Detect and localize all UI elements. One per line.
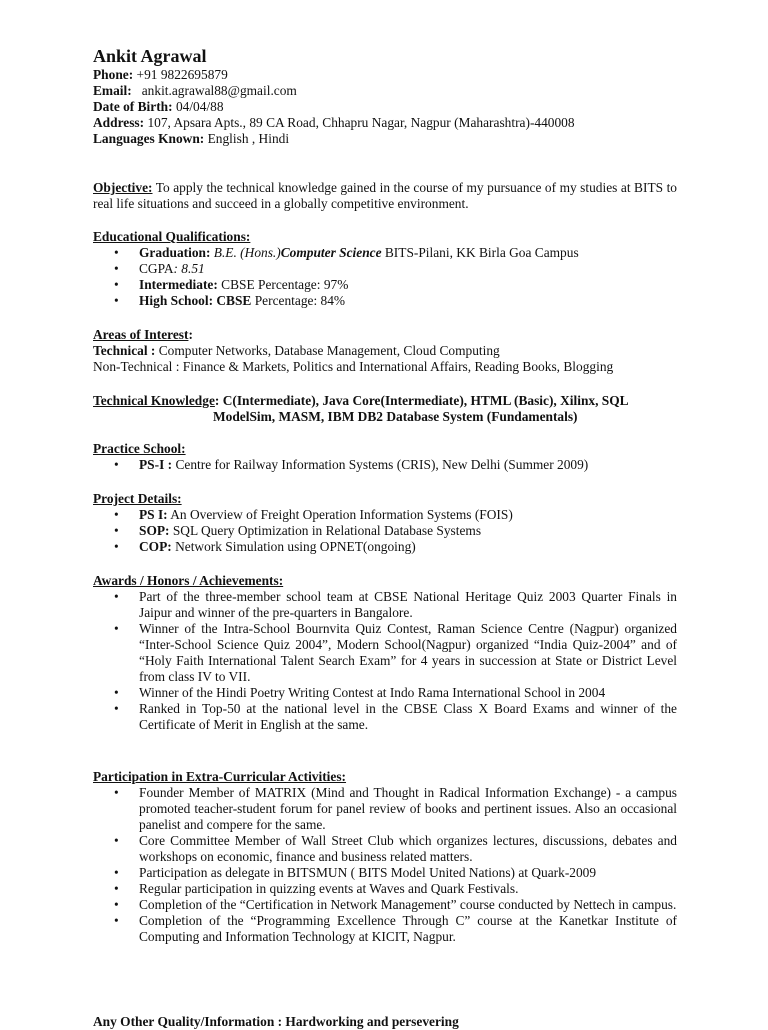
graduation-college: BITS-Pilani, KK Birla Goa Campus — [381, 245, 579, 260]
cgpa-value: : 8.51 — [173, 261, 205, 276]
technical-label: Technical : — [93, 343, 156, 358]
bullet-icon: • — [114, 865, 119, 880]
bullet-icon: • — [114, 621, 119, 636]
education-section — [93, 229, 677, 309]
bullet-icon: • — [114, 457, 119, 472]
dob-value: 04/04/88 — [172, 99, 224, 114]
award-text: Winner of the Hindi Poetry Writing Contest at Indo Rama International School in 2004 — [139, 685, 606, 700]
bullet-icon: • — [114, 833, 119, 848]
activity-text: Regular participation in quizzing events at Waves and Quark Festivals. — [139, 881, 519, 896]
objective-text: To apply the technical knowledge gained in the course of my pursuance of my studies at BITS to real life situations and succeed in a globally competitive environment. — [93, 180, 677, 211]
email-label: Email: — [93, 83, 132, 98]
education-heading: Educational Qualifications: — [93, 229, 251, 244]
address-line — [93, 115, 677, 131]
interests-heading: Areas of Interest — [93, 327, 189, 342]
practice-school-list — [93, 457, 677, 473]
tech-knowledge-section — [93, 393, 677, 425]
project-label: COP: — [139, 539, 172, 554]
address-value: 107, Apsara Apts., 89 CA Road, Chhapru Nagar, Nagpur (Maharashtra)-440008 — [144, 115, 575, 130]
project-label: SOP: — [139, 523, 170, 538]
project-value: An Overview of Freight Operation Information Systems (FOIS) — [167, 507, 513, 522]
phone-line — [93, 67, 677, 83]
education-list — [93, 245, 677, 309]
activity-text: Core Committee Member of Wall Street Club which organizes lectures, discussions, debates and workshops on economic, finance and business related matters. — [139, 833, 677, 864]
address-label: Address: — [93, 115, 145, 130]
bullet-icon: • — [114, 913, 119, 928]
award-text: Part of the three-member school team at CBSE National Heritage Quiz 2003 Quarter Finals in Jaipur and winner of the pre-quarters in Bangalore. — [139, 589, 677, 620]
award-text: Winner of the Intra-School Bournvita Quiz Contest, Raman Science Centre (Nagpur) organized “Inter-School Science Quiz 2004”, Modern School(Nagpur) organized “India Quiz-2004” and of “Holy Faith International Talent Search Exam” for 4 years in succession at State or District Level from class IV to VII. — [139, 621, 677, 684]
bullet-icon: • — [114, 293, 119, 308]
phone-label: Phone: — [93, 67, 134, 82]
dob-label: Date of Birth: — [93, 99, 173, 114]
ps1-value: Centre for Railway Information Systems (CRIS), New Delhi (Summer 2009) — [172, 457, 589, 472]
list-item — [93, 913, 677, 945]
bullet-icon: • — [114, 685, 119, 700]
list-item — [93, 621, 677, 685]
languages-value: English , Hindi — [204, 131, 290, 146]
awards-section — [93, 573, 677, 733]
languages-label: Languages Known: — [93, 131, 205, 146]
practice-school-heading: Practice School: — [93, 441, 186, 456]
projects-heading: Project Details: — [93, 491, 182, 506]
bullet-icon: • — [114, 277, 119, 292]
other-quality-line: Any Other Quality/Information : Hardworking and persevering — [93, 1014, 459, 1029]
list-item — [93, 701, 677, 733]
project-value: Network Simulation using OPNET(ongoing) — [171, 539, 416, 554]
email-line — [93, 83, 677, 99]
activity-text: Completion of the “Programming Excellence Through C” course at the Kanetkar Institute of Computing and Information Technology at KICIT, Nagpur. — [139, 913, 677, 944]
interests-section — [93, 327, 677, 375]
interests-colon: : — [188, 327, 193, 342]
bullet-icon: • — [114, 539, 119, 554]
tech-knowledge-line2: ModelSim, MASM, IBM DB2 Database System (Fundamentals) — [213, 409, 578, 424]
bullet-icon: • — [114, 507, 119, 522]
list-item — [93, 881, 677, 897]
bullet-icon: • — [114, 881, 119, 896]
ps1-label: PS-I : — [139, 457, 173, 472]
list-item — [93, 589, 677, 621]
list-item — [93, 685, 677, 701]
tech-knowledge-line1: : C(Intermediate), Java Core(Intermediate), HTML (Basic), Xilinx, SQL — [214, 393, 629, 408]
activity-text: Participation as delegate in BITSMUN ( BITS Model United Nations) at Quark-2009 — [139, 865, 597, 880]
extracurricular-list — [93, 785, 677, 945]
high-school-label: High School: CBSE — [139, 293, 252, 308]
contact-section — [93, 45, 677, 147]
list-item — [93, 523, 677, 539]
list-item — [93, 245, 677, 261]
bullet-icon: • — [114, 245, 119, 260]
graduation-degree: B.E. (Hons.) — [210, 245, 281, 260]
technical-value: Computer Networks, Database Management, Cloud Computing — [155, 343, 500, 358]
project-label: PS I: — [139, 507, 168, 522]
bullet-icon: • — [114, 897, 119, 912]
list-item — [93, 507, 677, 523]
list-item — [93, 277, 677, 293]
list-item — [93, 865, 677, 881]
awards-heading: Awards / Honors / Achievements: — [93, 573, 284, 588]
activity-text: Completion of the “Certification in Network Management” course conducted by Nettech in campus. — [139, 897, 677, 912]
objective-heading: Objective: — [93, 180, 153, 195]
projects-list — [93, 507, 677, 555]
list-item — [93, 833, 677, 865]
cgpa-label: CGPA — [139, 261, 174, 276]
dob-line — [93, 99, 677, 115]
activity-text: Founder Member of MATRIX (Mind and Thought in Radical Information Exchange) - a campus promoted teacher-student forum for panel review of books and pertinent issues. Also an occasional panelist and compere for the same. — [139, 785, 677, 832]
list-item — [93, 785, 677, 833]
graduation-major: Computer Science — [280, 245, 382, 260]
list-item — [93, 897, 677, 913]
award-text: Ranked in Top-50 at the national level in the CBSE Class X Board Exams and winner of the Certificate of Merit in English at the same. — [139, 701, 677, 732]
high-school-value: Percentage: 84% — [251, 293, 346, 308]
projects-section — [93, 491, 677, 555]
nontechnical-line: Non-Technical : Finance & Markets, Politics and International Affairs, Reading Books, Blogging — [93, 359, 614, 374]
tech-knowledge-heading: Technical Knowledge — [93, 393, 215, 408]
list-item — [93, 293, 677, 309]
extracurricular-section — [93, 769, 677, 945]
extracurricular-heading: Participation in Extra-Curricular Activities: — [93, 769, 347, 784]
bullet-icon: • — [114, 785, 119, 800]
intermediate-label: Intermediate: — [139, 277, 218, 292]
bullet-icon: • — [114, 701, 119, 716]
bullet-icon: • — [114, 261, 119, 276]
intermediate-value: CBSE Percentage: 97% — [217, 277, 349, 292]
languages-line — [93, 131, 677, 147]
phone-value: +91 9822695879 — [133, 67, 228, 82]
bullet-icon: • — [114, 589, 119, 604]
graduation-label: Graduation: — [139, 245, 211, 260]
list-item — [93, 261, 677, 277]
bullet-icon: • — [114, 523, 119, 538]
awards-list — [93, 589, 677, 733]
project-value: SQL Query Optimization in Relational Database Systems — [169, 523, 482, 538]
practice-school-section — [93, 441, 677, 473]
candidate-name: Ankit Agrawal — [93, 46, 207, 66]
list-item — [93, 457, 677, 473]
objective-section — [93, 180, 677, 212]
email-value: ankit.agrawal88@gmail.com — [131, 83, 297, 98]
list-item — [93, 539, 677, 555]
